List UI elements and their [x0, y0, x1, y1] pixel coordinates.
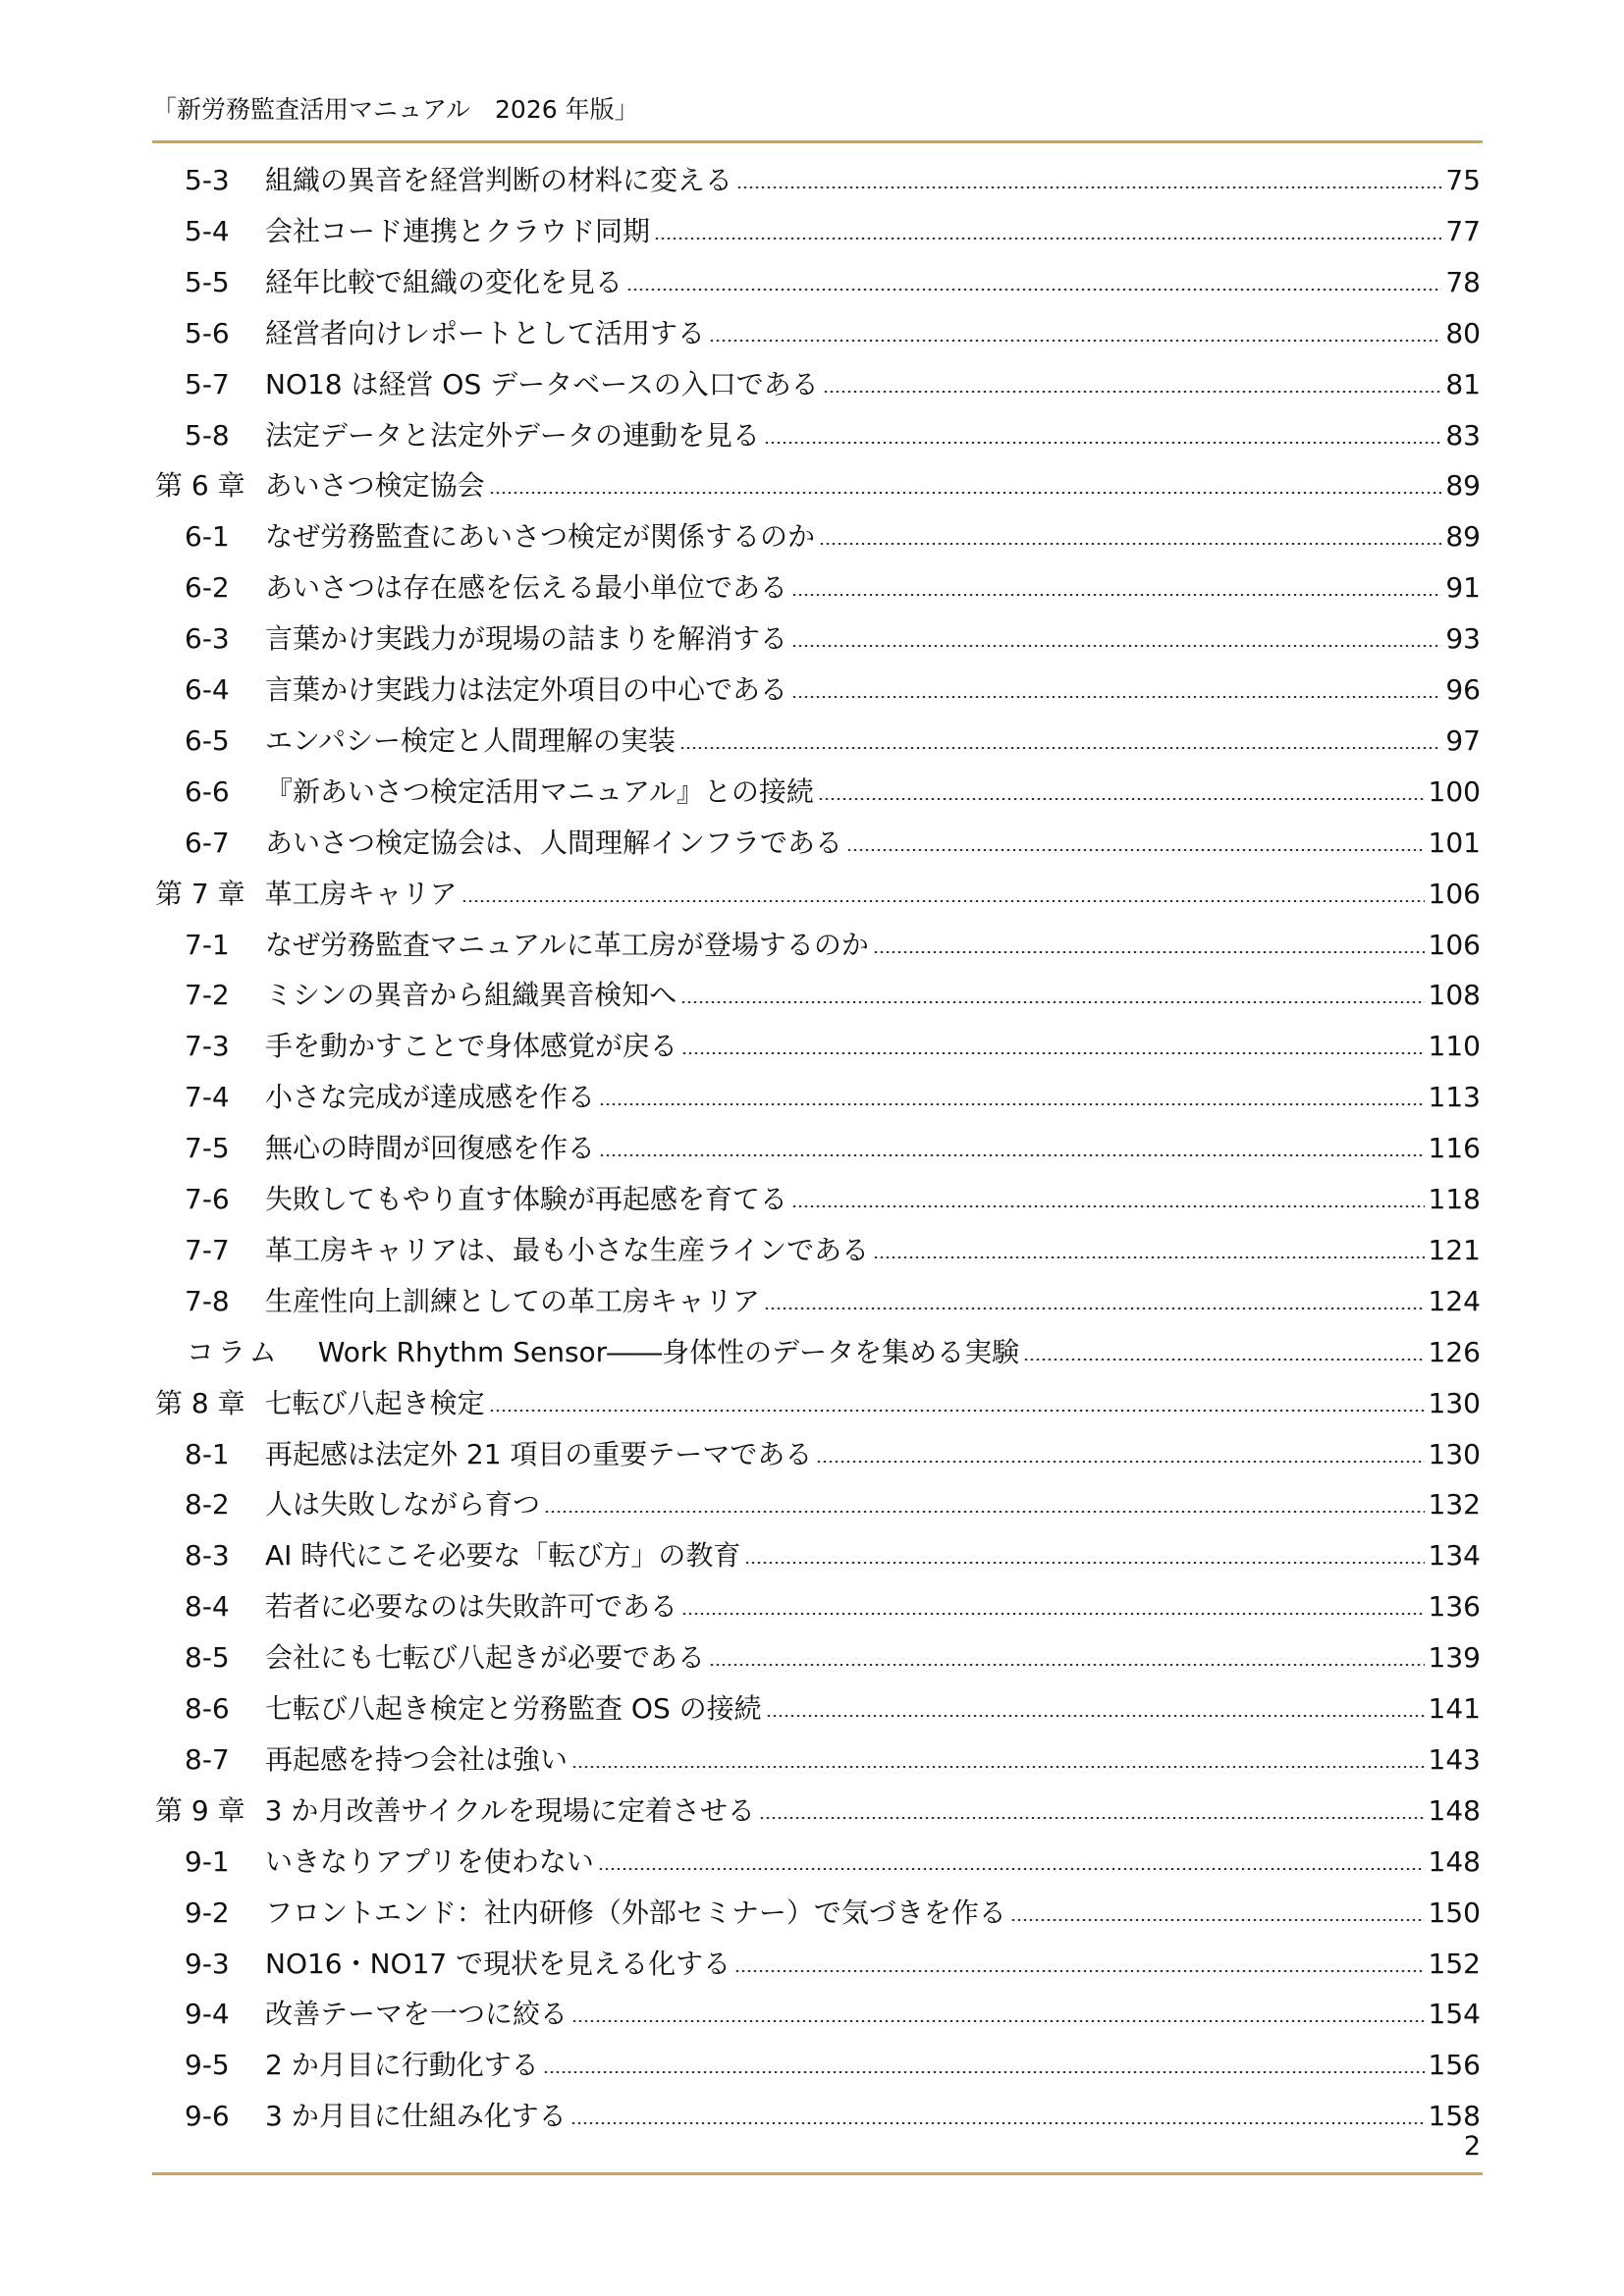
- toc-entry-number: 7-4: [185, 1081, 230, 1114]
- dot-leader: [823, 391, 1442, 393]
- toc-entry-title: あいさつ検定協会: [264, 469, 485, 503]
- toc-section-entry[interactable]: [0, 1892, 1481, 1935]
- toc-entry-title: 経年比較で組織の変化を見る: [265, 265, 623, 298]
- dot-leader: [764, 442, 1441, 444]
- toc-entry-title: 会社コード連携とクラウド同期: [265, 214, 651, 247]
- dot-leader: [571, 1766, 1425, 1768]
- dot-leader: [791, 594, 1441, 596]
- toc-section-entry[interactable]: [0, 363, 1481, 406]
- toc-section-entry[interactable]: [0, 414, 1481, 457]
- toc-entry-number: 8-4: [185, 1590, 230, 1624]
- toc-entry-title: なぜ労務監査マニュアルに革工房が登場するのか: [265, 928, 869, 961]
- dot-leader: [873, 1256, 1424, 1258]
- toc-section-entry[interactable]: [0, 566, 1481, 610]
- dot-leader: [543, 2071, 1425, 2073]
- toc-entry-number: 8-7: [185, 1742, 230, 1776]
- toc-entry-title: 3 か月改善サイクルを現場に定着させる: [264, 1793, 755, 1827]
- toc-section-entry[interactable]: [0, 1687, 1481, 1731]
- toc-entry-page: 80: [1445, 316, 1481, 349]
- toc-entry-number: 5-8: [185, 418, 230, 452]
- toc-entry-number: 9-2: [185, 1896, 230, 1929]
- toc-entry-page: 156: [1428, 2049, 1481, 2082]
- toc-section-entry[interactable]: [0, 771, 1481, 814]
- running-header: 「新労務監査活用マニュアル 2026 年版」: [152, 95, 639, 124]
- toc-chapter-entry[interactable]: [0, 873, 1481, 916]
- toc-entry-number: 6-2: [185, 571, 230, 605]
- dot-leader: [816, 1461, 1424, 1463]
- toc-entry-number: 9-1: [185, 1844, 230, 1878]
- toc-entry-page: 134: [1428, 1539, 1481, 1573]
- toc-entry-page: 154: [1428, 1998, 1481, 2031]
- toc-entry-title: 法定データと法定外データの連動を見る: [265, 418, 761, 452]
- toc-entry-title: AI 時代にこそ必要な「転び方」の教育: [265, 1539, 741, 1573]
- toc-entry-title: あいさつは存在感を伝える最小単位である: [265, 571, 788, 605]
- toc-entry-title: 2 か月目に行動化する: [265, 2049, 539, 2082]
- toc-entry-number: 9-4: [185, 1998, 230, 2031]
- toc-entry-number: 第 8 章: [155, 1386, 245, 1419]
- dot-leader: [599, 1154, 1425, 1156]
- toc-entry-number: 8-2: [185, 1488, 230, 1522]
- header-rule: [152, 140, 1483, 143]
- dot-leader: [709, 340, 1441, 342]
- toc-entry-number: 6-4: [185, 673, 230, 706]
- toc-entry-title: 経営者向けレポートとして活用する: [265, 316, 706, 349]
- toc-entry-number: 5-4: [185, 214, 230, 247]
- toc-entry-title: 人は失敗しながら育つ: [265, 1488, 541, 1522]
- dot-leader: [764, 1308, 1425, 1309]
- toc-entry-page: 101: [1428, 826, 1481, 859]
- toc-section-entry[interactable]: [0, 1127, 1481, 1170]
- toc-entry-title: 七転び八起き検定と労務監査 OS の接続: [265, 1692, 762, 1725]
- toc-entry-page: 139: [1428, 1641, 1481, 1675]
- toc-entry-number: コラム: [187, 1335, 281, 1368]
- toc-section-entry[interactable]: [0, 1841, 1481, 1884]
- toc-section-entry[interactable]: [0, 1534, 1481, 1577]
- toc-entry-title: 革工房キャリアは、最も小さな生産ラインである: [265, 1233, 870, 1266]
- toc-section-entry[interactable]: [0, 1943, 1481, 1986]
- toc-entry-page: 132: [1428, 1488, 1481, 1522]
- toc-section-entry[interactable]: [0, 1025, 1481, 1068]
- dot-leader: [599, 1103, 1425, 1105]
- toc-entry-number: 9-6: [185, 2100, 230, 2133]
- dot-leader: [846, 849, 1425, 851]
- toc-entry-page: 150: [1428, 1896, 1481, 1929]
- dot-leader: [1010, 1919, 1425, 1921]
- toc-entry-number: 8-6: [185, 1692, 230, 1725]
- toc-section-entry[interactable]: [0, 2095, 1481, 2138]
- toc-entry-title: 再起感は法定外 21 項目の重要テーマである: [265, 1437, 813, 1470]
- toc-chapter-entry[interactable]: [0, 1789, 1481, 1833]
- toc-section-entry[interactable]: [0, 1076, 1481, 1119]
- toc-entry-page: 158: [1428, 2100, 1481, 2133]
- toc-chapter-entry[interactable]: [0, 1382, 1481, 1425]
- toc-section-entry[interactable]: [0, 515, 1481, 559]
- toc-entry-number: 8-5: [185, 1641, 230, 1675]
- dot-leader: [818, 798, 1425, 800]
- dot-leader: [681, 1052, 1425, 1054]
- dot-leader: [679, 747, 1441, 749]
- dot-leader: [489, 1410, 1425, 1412]
- toc-entry-number: 6-1: [185, 520, 230, 554]
- dot-leader: [544, 1511, 1425, 1513]
- toc-entry-title: 3 か月目に仕組み化する: [265, 2100, 567, 2133]
- toc-entry-title: フロントエンド：社内研修（外部セミナー）で気づきを作る: [265, 1896, 1006, 1929]
- toc-entry-number: 9-5: [185, 2049, 230, 2082]
- toc-entry-number: 5-5: [185, 265, 230, 298]
- toc-entry-page: 143: [1428, 1742, 1481, 1776]
- toc-entry-number: 7-3: [185, 1030, 230, 1063]
- toc-entry-page: 118: [1428, 1183, 1481, 1215]
- toc-entry-page: 121: [1428, 1233, 1481, 1266]
- toc-entry-number: 第 7 章: [155, 877, 245, 910]
- toc-entry-title: 小さな完成が達成感を作る: [265, 1081, 596, 1114]
- toc-entry-number: 6-6: [185, 774, 230, 808]
- toc-entry-page: 81: [1445, 367, 1481, 400]
- toc-entry-page: 106: [1428, 928, 1481, 961]
- toc-column-entry[interactable]: [0, 1331, 1481, 1374]
- dot-leader: [766, 1715, 1425, 1717]
- toc-section-entry[interactable]: [0, 1636, 1481, 1680]
- toc-entry-page: 77: [1445, 214, 1481, 247]
- dot-leader: [626, 289, 1441, 291]
- toc-entry-page: 152: [1428, 1947, 1481, 1980]
- toc-entry-title: 改善テーマを一つに絞る: [265, 1998, 568, 2031]
- toc-entry-page: 89: [1445, 520, 1481, 554]
- toc-entry-title: 七転び八起き検定: [264, 1386, 485, 1419]
- toc-section-entry[interactable]: [0, 261, 1481, 304]
- dot-leader: [654, 238, 1441, 240]
- toc-entry-title: 手を動かすことで身体感覚が戻る: [265, 1030, 678, 1063]
- toc-section-entry[interactable]: [0, 1229, 1481, 1272]
- toc-entry-page: 96: [1445, 673, 1481, 706]
- toc-entry-page: 110: [1428, 1030, 1481, 1063]
- toc-section-entry[interactable]: [0, 159, 1481, 202]
- dot-leader: [598, 1868, 1425, 1870]
- toc-entry-title: 革工房キャリア: [264, 877, 458, 910]
- toc-section-entry[interactable]: [0, 1178, 1481, 1221]
- toc-entry-title: Work Rhythm Sensor――身体性のデータを集める実験: [317, 1335, 1020, 1368]
- toc-section-entry[interactable]: [0, 617, 1481, 661]
- toc-entry-page: 75: [1445, 164, 1481, 196]
- toc-entry-page: 97: [1445, 723, 1481, 757]
- toc-entry-page: 148: [1428, 1793, 1481, 1827]
- toc-entry-title: 言葉かけ実践力は法定外項目の中心である: [265, 673, 788, 706]
- toc-section-entry[interactable]: [0, 1993, 1481, 2036]
- toc-entry-page: 93: [1445, 622, 1481, 656]
- toc-section-entry[interactable]: [0, 720, 1481, 763]
- toc-entry-number: 7-8: [185, 1284, 230, 1317]
- toc-section-entry[interactable]: [0, 1433, 1481, 1476]
- toc-entry-page: 91: [1445, 571, 1481, 605]
- toc-entry-title: 再起感を持つ会社は強い: [265, 1742, 568, 1776]
- toc-entry-title: いきなりアプリを使わない: [265, 1844, 594, 1878]
- toc-entry-title: 言葉かけ実践力が現場の詰まりを解消する: [265, 622, 788, 656]
- toc-section-entry[interactable]: [0, 974, 1481, 1017]
- toc-entry-page: 116: [1428, 1132, 1481, 1165]
- dot-leader: [791, 645, 1441, 647]
- dot-leader: [744, 1562, 1424, 1564]
- toc-entry-title: 生産性向上訓練としての革工房キャリア: [265, 1284, 761, 1317]
- toc-entry-title: エンパシー検定と人間理解の実装: [265, 723, 677, 757]
- toc-entry-number: 第 6 章: [155, 469, 245, 503]
- toc-section-entry[interactable]: [0, 1585, 1481, 1629]
- toc-entry-page: 130: [1428, 1386, 1481, 1419]
- toc-entry-number: 5-7: [185, 367, 230, 400]
- toc-entry-title: 失敗してもやり直す体験が再起感を育てる: [265, 1183, 788, 1215]
- toc-entry-title: 会社にも七転び八起きが必要である: [265, 1641, 706, 1675]
- toc-section-entry[interactable]: [0, 1738, 1481, 1782]
- toc-entry-number: 7-1: [185, 928, 230, 961]
- dot-leader: [791, 1205, 1425, 1207]
- dot-leader: [709, 1664, 1425, 1666]
- toc-entry-title: NO18 は経営 OS データベースの入口である: [265, 367, 819, 400]
- toc-entry-number: 6-5: [185, 723, 230, 757]
- toc-section-entry[interactable]: [0, 924, 1481, 967]
- toc-entry-number: 第 9 章: [155, 1793, 245, 1827]
- dot-leader: [1023, 1359, 1424, 1361]
- toc-entry-page: 100: [1428, 774, 1481, 808]
- toc-entry-number: 9-3: [185, 1947, 230, 1980]
- dot-leader: [791, 696, 1441, 698]
- toc-section-entry[interactable]: [0, 822, 1481, 865]
- dot-leader: [461, 900, 1425, 902]
- dot-leader: [873, 951, 1425, 953]
- toc-entry-page: 141: [1428, 1692, 1481, 1725]
- dot-leader: [489, 492, 1442, 494]
- toc-entry-title: 若者に必要なのは失敗許可である: [265, 1590, 678, 1624]
- toc-entry-number: 8-3: [185, 1539, 230, 1573]
- dot-leader: [571, 2020, 1425, 2022]
- toc-section-entry[interactable]: [0, 668, 1481, 712]
- dot-leader: [819, 543, 1441, 545]
- footer-rule: [152, 2172, 1483, 2175]
- toc-entry-title: なぜ労務監査にあいさつ検定が関係するのか: [265, 520, 816, 554]
- toc-entry-title: NO16・NO17 で現状を見える化する: [265, 1947, 731, 1980]
- toc-section-entry[interactable]: [0, 210, 1481, 253]
- toc-entry-page: 106: [1428, 877, 1481, 910]
- toc-entry-number: 7-5: [185, 1132, 230, 1165]
- toc-entry-number: 8-1: [185, 1437, 230, 1470]
- toc-entry-page: 83: [1445, 418, 1481, 452]
- toc-entry-title: 組織の異音を経営判断の材料に変える: [265, 164, 733, 196]
- toc-entry-number: 7-6: [185, 1183, 230, 1215]
- toc-entry-page: 108: [1428, 979, 1481, 1012]
- toc-chapter-entry[interactable]: [0, 464, 1481, 507]
- toc-entry-number: 5-6: [185, 316, 230, 349]
- dot-leader: [759, 1817, 1425, 1819]
- toc-entry-title: 『新あいさつ検定活用マニュアル』との接続: [265, 774, 814, 808]
- toc-entry-page: 148: [1428, 1844, 1481, 1878]
- toc-entry-page: 89: [1445, 469, 1481, 503]
- dot-leader: [681, 1613, 1425, 1615]
- toc-entry-page: 126: [1428, 1335, 1481, 1368]
- toc-entry-page: 113: [1428, 1081, 1481, 1114]
- toc-entry-number: 6-7: [185, 826, 230, 859]
- toc-entry-title: ミシンの異音から組織異音検知へ: [265, 979, 677, 1012]
- dot-leader: [570, 2122, 1425, 2124]
- toc-entry-number: 6-3: [185, 622, 230, 656]
- toc-entry-number: 7-7: [185, 1233, 230, 1266]
- page-number: 2: [1463, 2131, 1481, 2162]
- toc-entry-number: 7-2: [185, 979, 230, 1012]
- toc-entry-page: 130: [1428, 1437, 1481, 1470]
- toc-section-entry[interactable]: [0, 312, 1481, 355]
- toc-entry-title: あいさつ検定協会は、人間理解インフラである: [265, 826, 843, 859]
- toc-entry-number: 5-3: [185, 164, 230, 196]
- toc-section-entry[interactable]: [0, 1280, 1481, 1323]
- dot-leader: [734, 1970, 1424, 1972]
- dot-leader: [736, 187, 1441, 188]
- toc-entry-page: 78: [1445, 265, 1481, 298]
- toc-section-entry[interactable]: [0, 1483, 1481, 1526]
- toc-entry-page: 124: [1428, 1284, 1481, 1317]
- dot-leader: [680, 1001, 1424, 1003]
- toc-entry-page: 136: [1428, 1590, 1481, 1624]
- toc-section-entry[interactable]: [0, 2044, 1481, 2087]
- toc-entry-title: 無心の時間が回復感を作る: [265, 1132, 596, 1165]
